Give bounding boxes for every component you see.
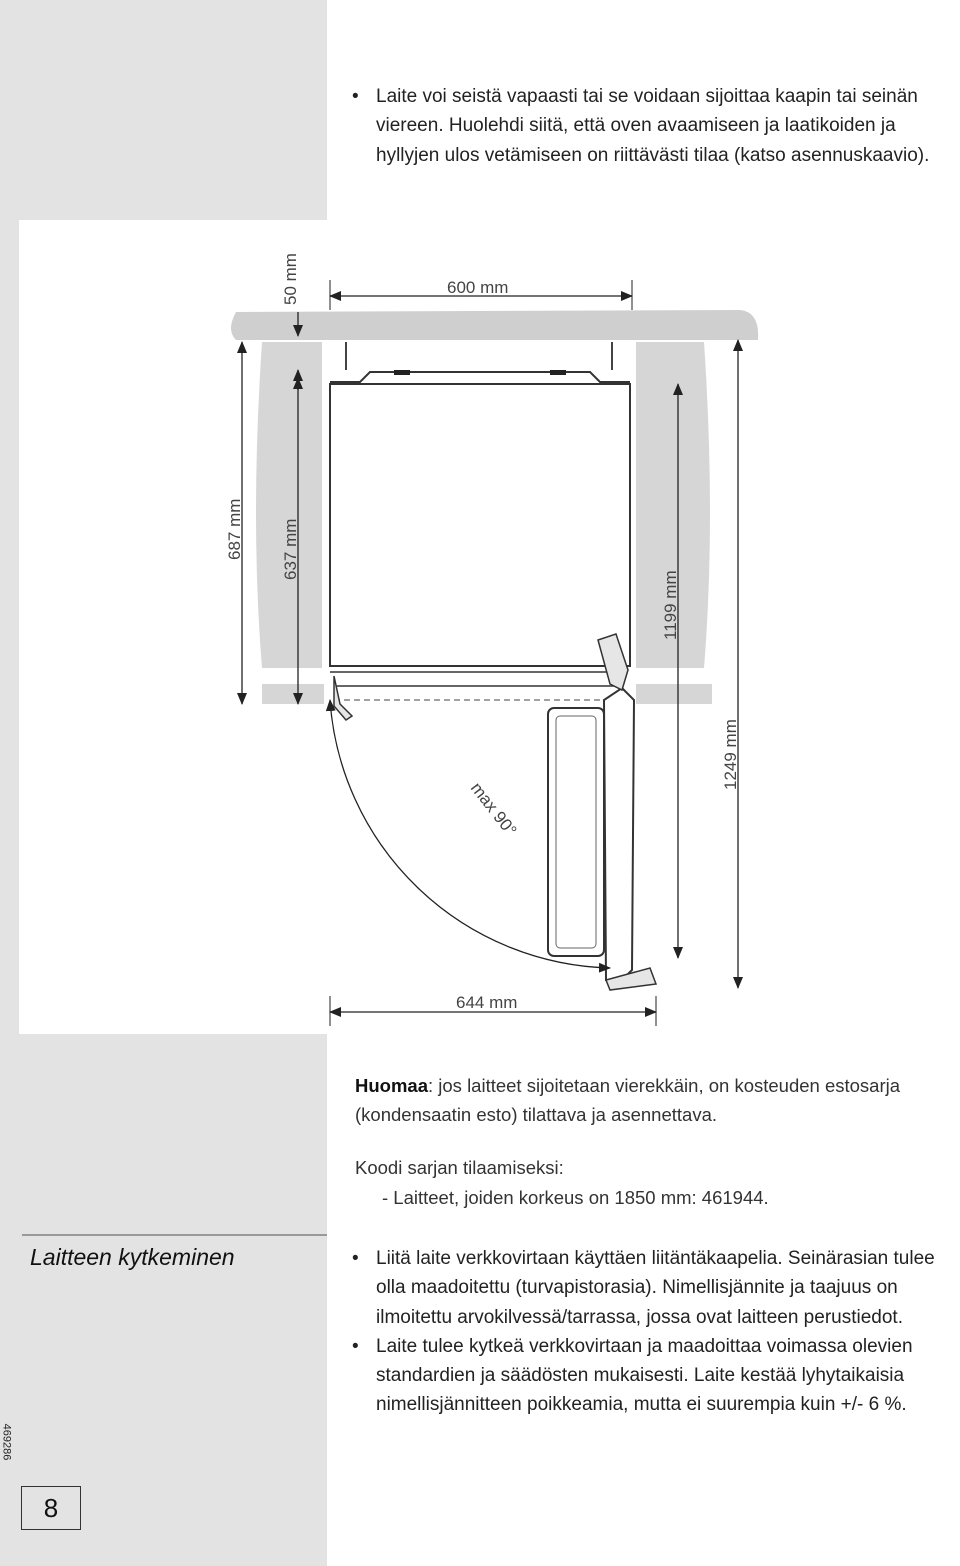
note-label: Huomaa: [355, 1075, 428, 1096]
dim-644: 644 mm: [456, 993, 518, 1012]
appliance-top: [330, 372, 630, 382]
dim-637: 637 mm: [281, 518, 300, 580]
dim-1249: 1249 mm: [721, 719, 740, 790]
left-plinth: [262, 684, 324, 704]
page-number: 8: [21, 1486, 81, 1530]
dim-angle: max 90°: [466, 778, 521, 840]
order-title: Koodi sarjan tilaamiseksi:: [355, 1157, 564, 1178]
right-plinth: [636, 684, 712, 704]
dim-50: 50 mm: [281, 253, 300, 305]
section-divider: [22, 1234, 327, 1236]
dim-600: 600 mm: [447, 278, 509, 297]
installation-diagram: [19, 220, 960, 1034]
left-cabinet: [256, 342, 322, 668]
intro-bullet-list: [0, 82, 960, 170]
connect-bullet-2: • Laite tulee kytkeä verkkovirtaan ja maadoittaa voimassa olevien standardien ja säädösten mukaisesti. Laite kestää lyhytaikaisia nimellisjännitteen poikkeamia, mutta ei suurempia kuin +/- 6 %.: [0, 1332, 960, 1420]
connect-bullet-list: [0, 1244, 960, 1420]
document-code: 469286: [0, 1423, 13, 1461]
intro-bullet-1: • Laite voi seistä vapaasti tai se voidaan sijoittaa kaapin tai seinän viereen. Huolehdi siitä, että oven avaamiseen ja laatikoiden ja hyllyjen ulos vetämiseen on riittävästi tilaa (katso asennuskaavio).: [0, 82, 960, 170]
connect-bullet-1: • Liitä laite verkkovirtaan käyttäen liitäntäkaapelia. Seinärasian tulee olla maadoitettu (turvapistorasia). Nimellisjännite ja taajuus on ilmoitettu arvokilvessä/tarrassa, jossa ovat laitteen perustiedot.: [0, 1244, 960, 1332]
wall-shape: [231, 310, 758, 340]
note-text: : jos laitteet sijoitetaan vierekkäin, on kosteuden estosarja (kondensaatin esto) tilattava ja asennettava.: [355, 1075, 901, 1126]
section-title: Laitteen kytkeminen: [30, 1244, 235, 1270]
open-door: [604, 688, 634, 980]
dim-687: 687 mm: [225, 498, 244, 560]
order-item: - Laitteet, joiden korkeus on 1850 mm: 461944.: [382, 1187, 769, 1208]
dim-1199: 1199 mm: [661, 570, 680, 640]
appliance-body: [330, 384, 630, 666]
note-paragraph: [355, 1071, 955, 1130]
